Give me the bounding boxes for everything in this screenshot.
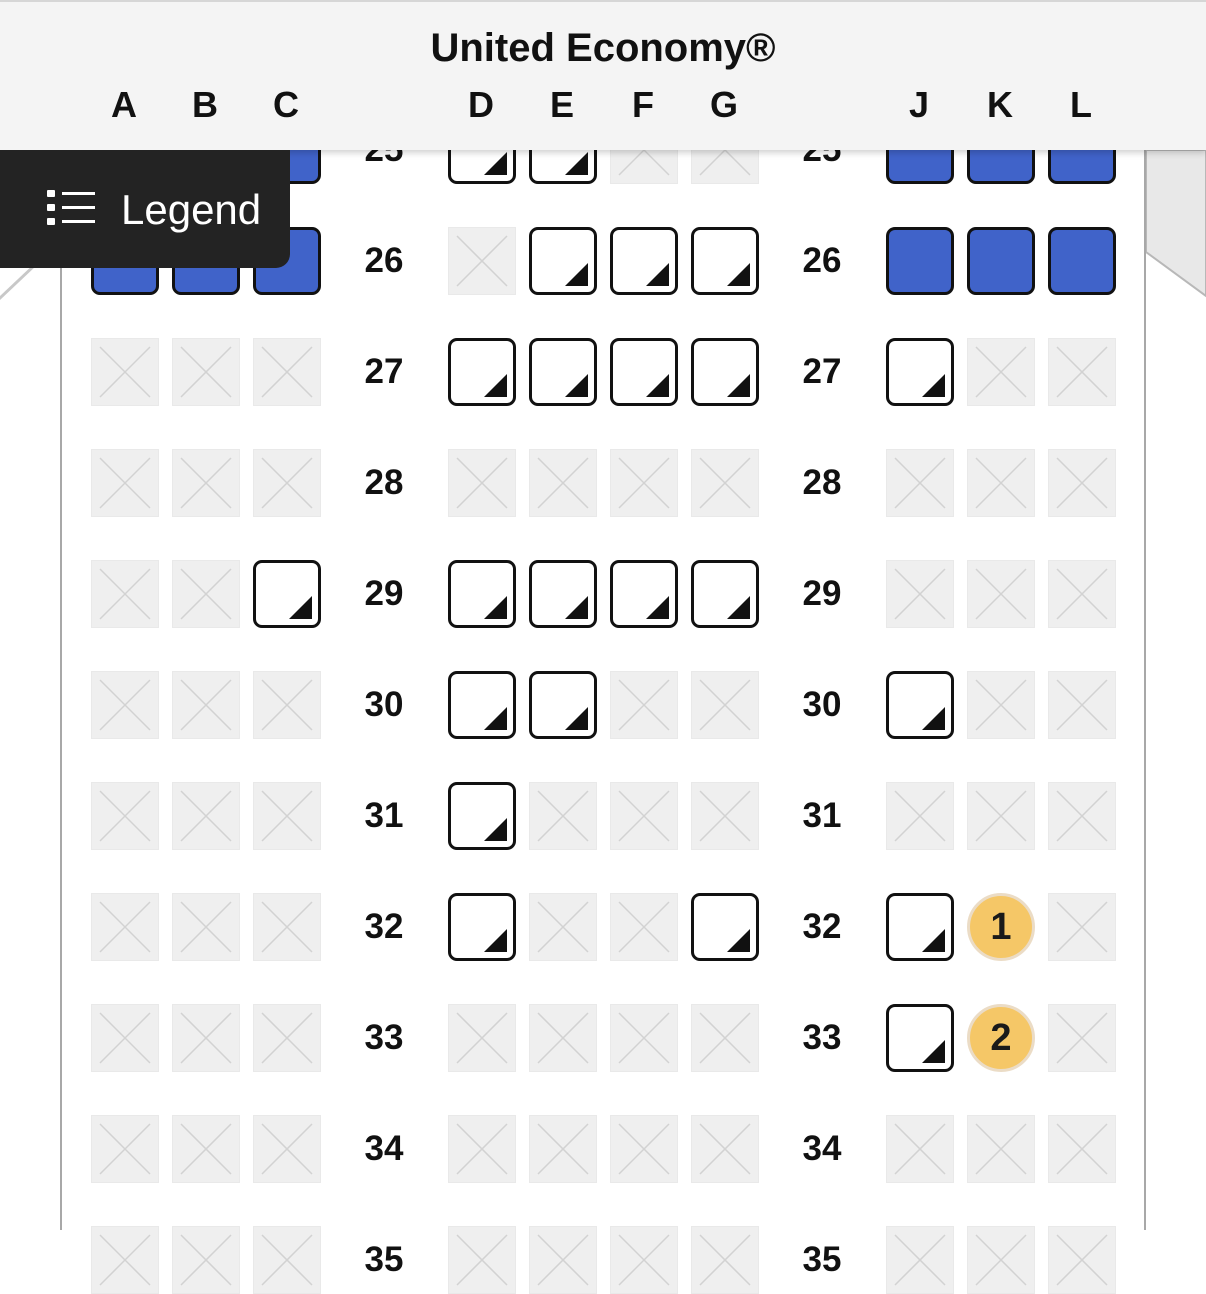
seat-29A — [91, 560, 159, 628]
seat-31A — [91, 782, 159, 850]
seat-28L — [1048, 449, 1116, 517]
seat-33F — [610, 1004, 678, 1072]
seat-35G — [691, 1226, 759, 1294]
seat-corner-icon — [922, 929, 945, 952]
row-number-left: 34 — [364, 1129, 404, 1168]
seat-34A — [91, 1115, 159, 1183]
seat-corner-icon — [922, 707, 945, 730]
seat-30J[interactable] — [886, 671, 954, 739]
seat-28F — [610, 449, 678, 517]
legend-label: Legend — [121, 186, 262, 233]
seat-34D — [448, 1115, 516, 1183]
seat-33G — [691, 1004, 759, 1072]
seat-32J[interactable] — [886, 893, 954, 961]
seat-corner-icon — [727, 374, 750, 397]
seat-27E[interactable] — [529, 338, 597, 406]
seat-34G — [691, 1115, 759, 1183]
seat-26D — [448, 227, 516, 295]
seat-corner-icon — [565, 374, 588, 397]
row-number-right: 34 — [802, 1129, 842, 1168]
seat-31J — [886, 782, 954, 850]
list-icon — [47, 188, 97, 228]
row-number-left: 29 — [364, 574, 404, 613]
seat-26L[interactable] — [1048, 227, 1116, 295]
seat-corner-icon — [484, 152, 507, 175]
seat-27L — [1048, 338, 1116, 406]
seat-26J[interactable] — [886, 227, 954, 295]
seat-35D — [448, 1226, 516, 1294]
row-number-left: 31 — [364, 796, 404, 835]
seat-32F — [610, 893, 678, 961]
seat-26E[interactable] — [529, 227, 597, 295]
seat-29K — [967, 560, 1035, 628]
seat-corner-icon — [484, 707, 507, 730]
row-number-right: 31 — [802, 796, 842, 835]
seat-33E — [529, 1004, 597, 1072]
seat-corner-icon — [565, 596, 588, 619]
seat-corner-icon — [727, 596, 750, 619]
seat-35J — [886, 1226, 954, 1294]
seat-32L — [1048, 893, 1116, 961]
fuselage-wall-left — [60, 150, 62, 1230]
seat-28B — [172, 449, 240, 517]
column-letter: C — [273, 84, 299, 125]
seat-34C — [253, 1115, 321, 1183]
traveler-badge: 2 — [967, 1004, 1035, 1072]
seat-32D[interactable] — [448, 893, 516, 961]
seat-corner-icon — [727, 929, 750, 952]
seat-32G[interactable] — [691, 893, 759, 961]
row-number-right: 28 — [802, 463, 842, 502]
seat-corner-icon — [484, 818, 507, 841]
seat-32K[interactable] — [967, 893, 1035, 961]
left-wing-marker-icon — [0, 262, 40, 302]
seat-30L — [1048, 671, 1116, 739]
seat-corner-icon — [646, 596, 669, 619]
seat-33L — [1048, 1004, 1116, 1072]
seat-31F — [610, 782, 678, 850]
seat-26K[interactable] — [967, 227, 1035, 295]
seat-corner-icon — [922, 1040, 945, 1063]
seat-31L — [1048, 782, 1116, 850]
fuselage-wall-right — [1144, 150, 1146, 1230]
seat-28K — [967, 449, 1035, 517]
seat-30A — [91, 671, 159, 739]
seat-30D[interactable] — [448, 671, 516, 739]
seat-34L — [1048, 1115, 1116, 1183]
seat-30K — [967, 671, 1035, 739]
seat-corner-icon — [565, 707, 588, 730]
right-exit-door-icon — [1146, 150, 1206, 300]
seat-28E — [529, 449, 597, 517]
seat-29B — [172, 560, 240, 628]
row-number-left: 28 — [364, 463, 404, 502]
seat-corner-icon — [484, 374, 507, 397]
seat-28J — [886, 449, 954, 517]
seat-32A — [91, 893, 159, 961]
row-number-left: 33 — [364, 1018, 404, 1057]
seat-31K — [967, 782, 1035, 850]
seat-34F — [610, 1115, 678, 1183]
seat-28G — [691, 449, 759, 517]
seat-35C — [253, 1226, 321, 1294]
seat-27C — [253, 338, 321, 406]
row-number-left: 30 — [364, 685, 404, 724]
column-letter: K — [987, 84, 1013, 125]
seat-map-header — [0, 0, 1206, 150]
seat-29C[interactable] — [253, 560, 321, 628]
seat-30G — [691, 671, 759, 739]
seat-27B — [172, 338, 240, 406]
seat-27D[interactable] — [448, 338, 516, 406]
seat-35B — [172, 1226, 240, 1294]
seat-corner-icon — [922, 374, 945, 397]
seat-31D[interactable] — [448, 782, 516, 850]
seat-35A — [91, 1226, 159, 1294]
seat-28D — [448, 449, 516, 517]
column-letter: G — [709, 84, 738, 125]
seat-33B — [172, 1004, 240, 1072]
row-number-right: 27 — [802, 352, 842, 391]
row-number-right: 35 — [802, 1240, 842, 1279]
column-letter: J — [908, 84, 930, 125]
column-letter: F — [632, 84, 654, 125]
seat-28C — [253, 449, 321, 517]
cabin-title: United Economy® — [430, 26, 776, 70]
seat-26G[interactable] — [691, 227, 759, 295]
seat-corner-icon — [484, 596, 507, 619]
seat-26F[interactable] — [610, 227, 678, 295]
column-letter: B — [192, 84, 218, 125]
seat-33C — [253, 1004, 321, 1072]
seat-corner-icon — [646, 374, 669, 397]
seat-corner-icon — [727, 263, 750, 286]
row-number-left: 26 — [364, 241, 404, 280]
row-number-right: 33 — [802, 1018, 842, 1057]
seat-33A — [91, 1004, 159, 1072]
seat-27F[interactable] — [610, 338, 678, 406]
column-letter: L — [1070, 84, 1092, 125]
seat-31B — [172, 782, 240, 850]
seat-30B — [172, 671, 240, 739]
traveler-badge: 1 — [967, 893, 1035, 961]
seat-31E — [529, 782, 597, 850]
column-letter: A — [111, 84, 137, 125]
seat-32C — [253, 893, 321, 961]
seat-29G[interactable] — [691, 560, 759, 628]
row-number-right: 30 — [802, 685, 842, 724]
seat-35K — [967, 1226, 1035, 1294]
seat-corner-icon — [484, 929, 507, 952]
seat-35L — [1048, 1226, 1116, 1294]
seat-32B — [172, 893, 240, 961]
seat-29F[interactable] — [610, 560, 678, 628]
seat-30F — [610, 671, 678, 739]
seat-27J[interactable] — [886, 338, 954, 406]
seat-27K — [967, 338, 1035, 406]
seat-29D[interactable] — [448, 560, 516, 628]
seat-34E — [529, 1115, 597, 1183]
row-number-left: 32 — [364, 907, 404, 946]
seat-29L — [1048, 560, 1116, 628]
seat-34J — [886, 1115, 954, 1183]
seat-33J[interactable] — [886, 1004, 954, 1072]
seat-29E[interactable] — [529, 560, 597, 628]
seat-31G — [691, 782, 759, 850]
seat-32E — [529, 893, 597, 961]
seat-corner-icon — [565, 263, 588, 286]
seat-27G[interactable] — [691, 338, 759, 406]
column-letter: E — [549, 84, 574, 125]
seat-30E[interactable] — [529, 671, 597, 739]
seat-corner-icon — [646, 263, 669, 286]
row-number-right: 29 — [802, 574, 842, 613]
seat-35E — [529, 1226, 597, 1294]
seat-29J — [886, 560, 954, 628]
row-number-right: 32 — [802, 907, 842, 946]
row-number-left: 27 — [364, 352, 404, 391]
seat-30C — [253, 671, 321, 739]
seat-33K[interactable] — [967, 1004, 1035, 1072]
seat-28A — [91, 449, 159, 517]
seat-corner-icon — [289, 596, 312, 619]
column-letter: D — [468, 84, 494, 125]
seat-27A — [91, 338, 159, 406]
seat-34K — [967, 1115, 1035, 1183]
seat-corner-icon — [565, 152, 588, 175]
row-number-right: 26 — [802, 241, 842, 280]
seat-31C — [253, 782, 321, 850]
seat-35F — [610, 1226, 678, 1294]
seat-33D — [448, 1004, 516, 1072]
seat-34B — [172, 1115, 240, 1183]
row-number-left: 35 — [364, 1240, 404, 1279]
